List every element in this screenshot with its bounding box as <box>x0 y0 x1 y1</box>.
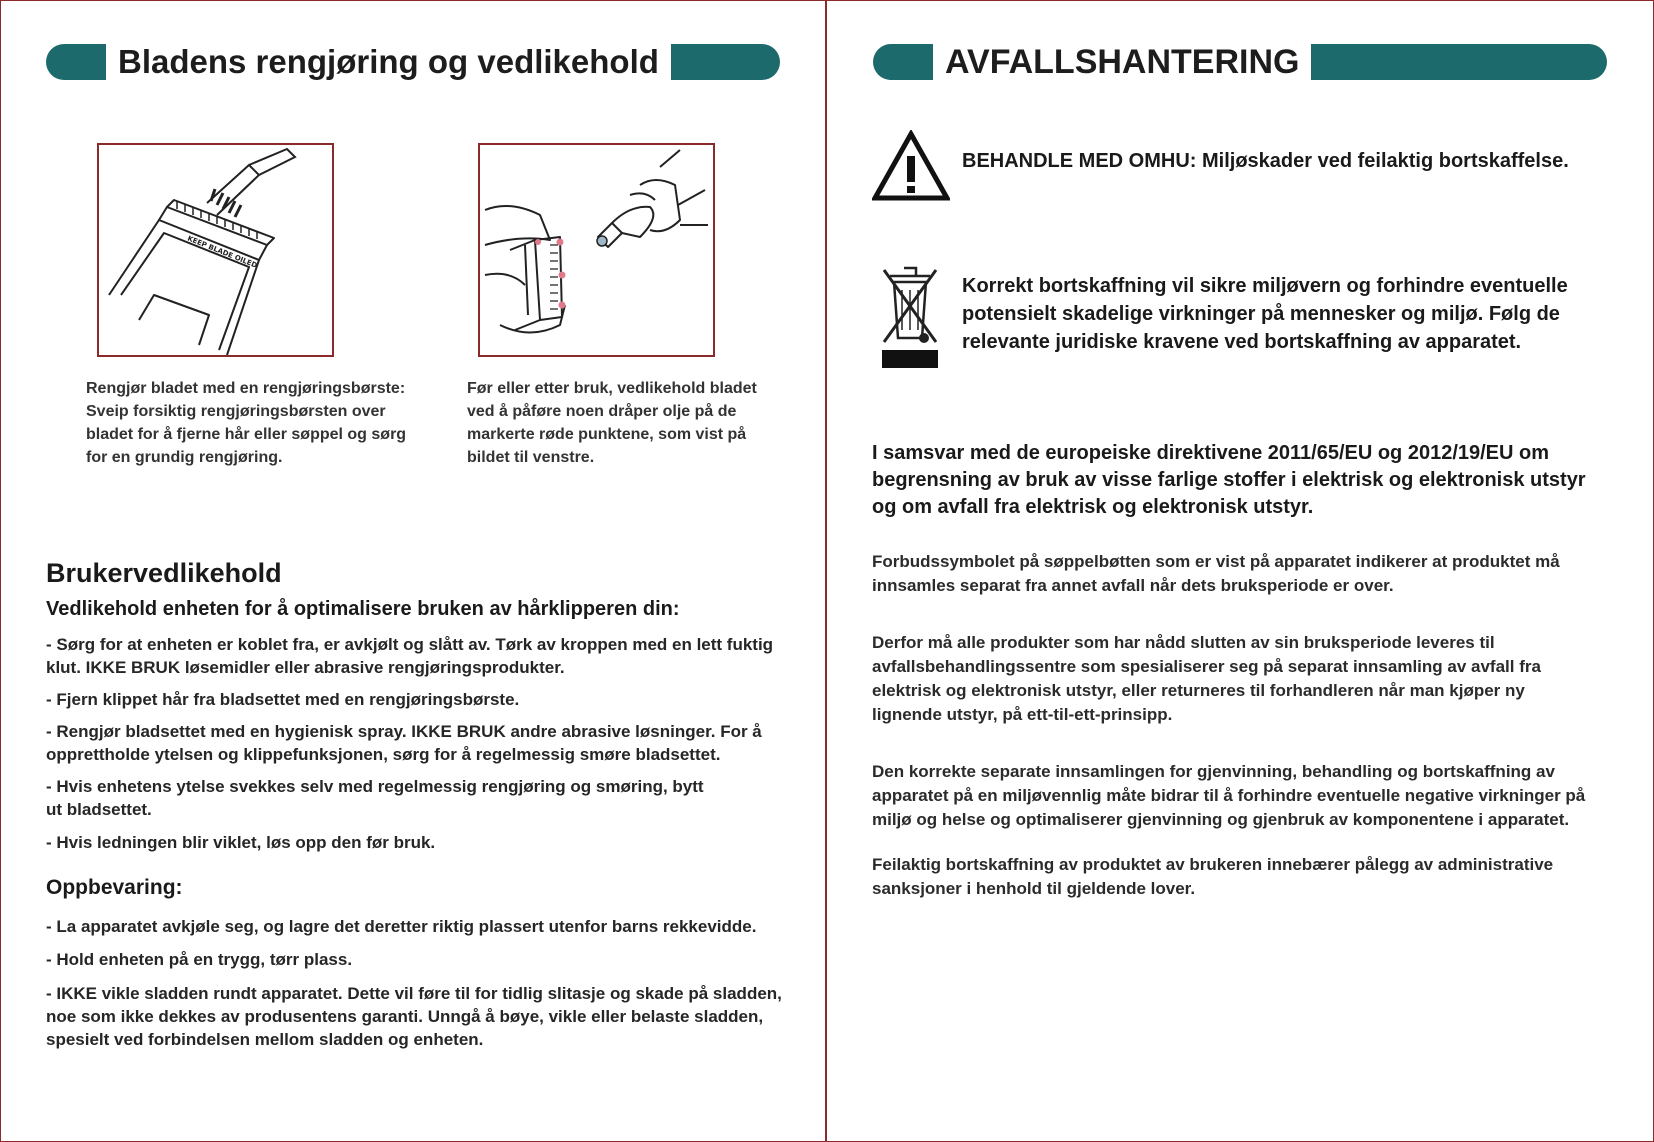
info-paragraph: Forbudssymbolet på søppelbøtten som er vist på apparatet indikerer at produktet må innsamles separat fra annet avfall når dets bruksperiode er over. <box>872 552 1560 595</box>
weee-text: Korrekt bortskaffning vil sikre miljøvern og forhindre eventuelle potensielt skadelige virkninger på mennesker og miljø. Følg de relevante juridiske kravene ved bortskaffning av apparatet. <box>962 275 1568 353</box>
crossed-wheelie-bin-icon <box>880 262 940 370</box>
maintenance-subtitle: Vedlikehold enheten for å optimalisere bruken av hårklipperen din: <box>46 598 680 620</box>
maintenance-title: Brukervedlikehold <box>46 558 282 588</box>
maintenance-item: - Fjern klippet hår fra bladsettet med en rengjøringsbørste. <box>46 690 520 709</box>
storage-title: Oppbevaring: <box>46 876 183 899</box>
right-header-title: AVFALLSHANTERING <box>933 42 1311 82</box>
storage-item: - Hold enheten på en trygg, tørr plass. <box>46 950 353 969</box>
oiling-illustration <box>478 143 715 357</box>
warning-triangle-icon <box>872 130 950 202</box>
illustration-label: KEEP BLADE OILED <box>186 234 259 270</box>
maintenance-item: - Rengjør bladsettet med en hygienisk spray. IKKE BRUK andre abrasive løsninger. For å opprettholde ytelsen og klippefunksjonen, sørg for å regelmessig smøre bladsettet. <box>46 722 762 764</box>
warning-text: BEHANDLE MED OMHU: Miljøskader ved feilaktig bortskaffelse. <box>962 150 1569 172</box>
directive-text: I samsvar med de europeiske direktivene 2011/65/EU og 2012/19/EU om begrensning av bruk av visse farlige stoffer i elektrisk og elektronisk utstyr og om avfall fra elektrisk og elektronisk utstyr. <box>872 442 1586 518</box>
brush-cleaning-illustration <box>97 143 334 357</box>
info-paragraph: Den korrekte separate innsamlingen for gjenvinning, behandling og bortskaffning av apparatet på en miljøvennlig måte bidrar til å forhindre eventuelle negative virkninger på miljø og helse og optimaliserer gjenvinning og gjenbruk av komponentene i apparatet. <box>872 762 1586 829</box>
page-divider <box>825 0 827 1142</box>
brush-cleaning-drawing <box>99 145 332 355</box>
oiling-drawing <box>480 145 713 355</box>
storage-item: - La apparatet avkjøle seg, og lagre det deretter riktig plassert utenfor barns rekkevidde. <box>46 917 757 936</box>
maintenance-item: - Hvis ledningen blir viklet, løs opp den før bruk. <box>46 833 436 852</box>
brush-caption: Rengjør bladet med en rengjøringsbørste: Sveip forsiktig rengjøringsbørsten over bladet for å fjerne hår eller søppel og sørg for en grundig rengjøring. <box>86 380 407 466</box>
left-header-title: Bladens rengjøring og vedlikehold <box>106 42 671 82</box>
maintenance-item: - Sørg for at enheten er koblet fra, er avkjølt og slått av. Tørk av kroppen med en lett fuktig klut. IKKE BRUK løsemidler eller abrasive rengjøringsprodukter. <box>46 635 774 677</box>
maintenance-item: - Hvis enhetens ytelse svekkes selv med regelmessig rengjøring og smøring, bytt ut bladsettet. <box>46 777 704 819</box>
oil-caption: Før eller etter bruk, vedlikehold bladet ved å påføre noen dråper olje på de markerte røde punktene, som vist på bildet til venstre. <box>467 380 757 466</box>
storage-item: - IKKE vikle sladden rundt apparatet. Dette vil føre til for tidlig slitasje og skade på sladden, noe som ikke dekkes av produsentens garanti. Unngå å bøye, vikle eller belaste sladden, spesielt ved forbindelsen mellom sladden og enheten. <box>46 984 782 1049</box>
info-paragraph: Derfor må alle produkter som har nådd slutten av sin bruksperiode leveres til avfallsbehandlingssentre som spesialiserer seg på separat innsamling av avfall fra elektrisk og elektronisk utstyr, eller returneres til forhandleren når man kjøper ny lignende utstyr, på ett-til-ett-prinsipp. <box>872 633 1541 724</box>
info-paragraph: Feilaktig bortskaffning av produktet av brukeren innebærer pålegg av administrative sanksjoner i henhold til gjeldende lover. <box>872 855 1554 898</box>
